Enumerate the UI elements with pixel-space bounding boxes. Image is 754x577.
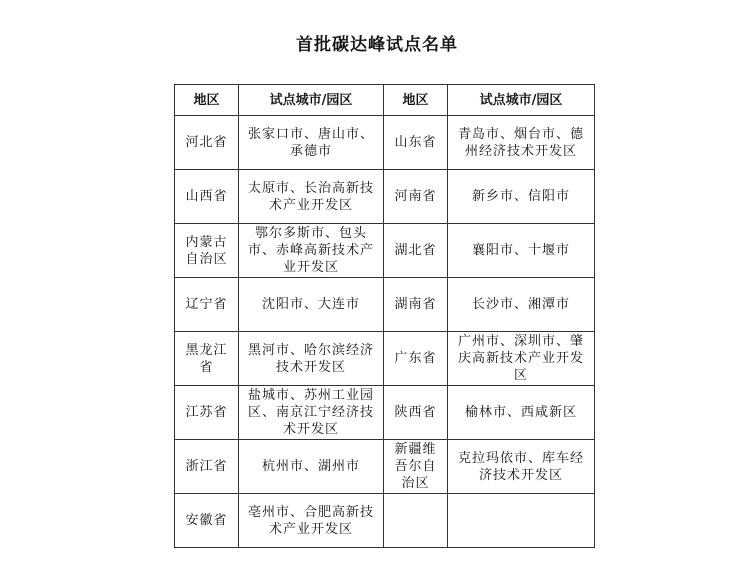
pilot-list-table [174,84,595,548]
cities-cell: 张家口市、唐山市、承德市 [239,116,384,170]
table-row [175,440,595,494]
document-title: 首批碳达峰试点名单 [296,35,458,55]
cities-cell: 鄂尔多斯市、包头市、赤峰高新技术产业开发区 [239,224,384,278]
region-cell: 江苏省 [175,386,239,440]
table-row [175,494,595,548]
table-row [175,224,595,278]
region-cell: 浙江省 [175,440,239,494]
region-cell: 辽宁省 [175,278,239,332]
cities-cell: 亳州市、合肥高新技术产业开发区 [239,494,384,548]
cities-cell: 盐城市、苏州工业园区、南京江宁经济技术开发区 [239,386,384,440]
cities-cell: 太原市、长治高新技术产业开发区 [239,170,384,224]
header-cities-left: 试点城市/园区 [239,85,384,116]
region-cell [384,494,448,548]
region-cell: 安徽省 [175,494,239,548]
region-cell: 新疆维吾尔自治区 [384,440,448,494]
table-row [175,278,595,332]
cities-cell: 长沙市、湘潭市 [448,278,595,332]
header-region-left: 地区 [175,85,239,116]
region-cell: 山西省 [175,170,239,224]
region-cell: 河北省 [175,116,239,170]
table-row [175,116,595,170]
cities-cell [448,494,595,548]
cities-cell: 榆林市、西咸新区 [448,386,595,440]
table-header-row [175,85,595,116]
cities-cell: 广州市、深圳市、肇庆高新技术产业开发区 [448,332,595,386]
cities-cell: 青岛市、烟台市、德州经济技术开发区 [448,116,595,170]
header-cities-right: 试点城市/园区 [448,85,595,116]
region-cell: 内蒙古自治区 [175,224,239,278]
region-cell: 黑龙江省 [175,332,239,386]
cities-cell: 克拉玛依市、库车经济技术开发区 [448,440,595,494]
region-cell: 山东省 [384,116,448,170]
cities-cell: 新乡市、信阳市 [448,170,595,224]
region-cell: 广东省 [384,332,448,386]
cities-cell: 黑河市、哈尔滨经济技术开发区 [239,332,384,386]
header-region-right: 地区 [384,85,448,116]
region-cell: 湖南省 [384,278,448,332]
table-row [175,386,595,440]
region-cell: 河南省 [384,170,448,224]
region-cell: 湖北省 [384,224,448,278]
table-row [175,170,595,224]
cities-cell: 沈阳市、大连市 [239,278,384,332]
region-cell: 陕西省 [384,386,448,440]
cities-cell: 杭州市、湖州市 [239,440,384,494]
table-row [175,332,595,386]
cities-cell: 襄阳市、十堰市 [448,224,595,278]
